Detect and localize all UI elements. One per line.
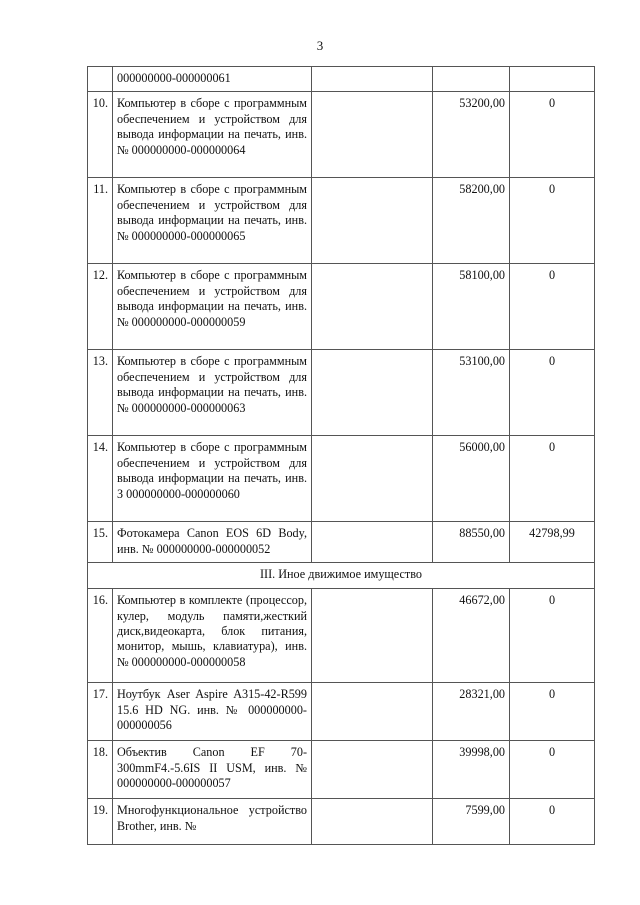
residual-cell: 0 [510, 683, 595, 741]
row-number-cell [88, 67, 113, 92]
table-row [88, 683, 595, 741]
cost-cell: 39998,00 [433, 741, 510, 799]
cost-cell: 58100,00 [433, 264, 510, 350]
residual-cell: 0 [510, 799, 595, 845]
asset-name-cell: Компьютер в сборе с программным обеспечением и устройством для вывода информации на печать, инв. № 000000000-000000059 [113, 264, 312, 350]
row-number-cell: 12. [88, 264, 113, 350]
cost-cell [433, 67, 510, 92]
empty-cell [312, 178, 433, 264]
row-number-cell: 17. [88, 683, 113, 741]
table-row [88, 264, 595, 350]
asset-name-cell: Компьютер в сборе с программным обеспечением и устройством для вывода информации на печать, инв. № 000000000-000000065 [113, 178, 312, 264]
table-row [88, 350, 595, 436]
cost-cell: 7599,00 [433, 799, 510, 845]
empty-cell [312, 683, 433, 741]
section-row [88, 563, 595, 589]
residual-cell: 42798,99 [510, 522, 595, 563]
asset-name-cell: Объектив Canon EF 70-300mmF4.-5.6IS II USM, инв. № 000000000-000000057 [113, 741, 312, 799]
table-row [88, 522, 595, 563]
table-row [88, 799, 595, 845]
cost-cell: 58200,00 [433, 178, 510, 264]
residual-cell: 0 [510, 264, 595, 350]
empty-cell [312, 522, 433, 563]
asset-name-cell: Компьютер в сборе с программным обеспечением и устройством для вывода информации на печать, инв. № 000000000-000000063 [113, 350, 312, 436]
residual-cell: 0 [510, 178, 595, 264]
residual-cell: 0 [510, 589, 595, 683]
table-row [88, 178, 595, 264]
asset-name-cell: Компьютер в сборе с программным обеспечением и устройством для вывода информации на печать, инв. З 000000000-000000060 [113, 436, 312, 522]
row-number-cell: 14. [88, 436, 113, 522]
row-number-cell: 16. [88, 589, 113, 683]
asset-name-cell: Фотокамера Canon EOS 6D Body, инв. № 000000000-000000052 [113, 522, 312, 563]
asset-name-cell: 000000000-000000061 [113, 67, 312, 92]
residual-cell: 0 [510, 436, 595, 522]
empty-cell [312, 741, 433, 799]
asset-name-cell: Многофункциональное устройство Brother, инв. № [113, 799, 312, 845]
table-row [88, 67, 595, 92]
cost-cell: 53100,00 [433, 350, 510, 436]
section-title: III. Иное движимое имущество [88, 563, 595, 589]
cost-cell: 53200,00 [433, 92, 510, 178]
asset-rows-group [88, 589, 595, 845]
row-number-cell: 11. [88, 178, 113, 264]
asset-table [87, 66, 595, 845]
empty-cell [312, 67, 433, 92]
residual-cell: 0 [510, 92, 595, 178]
asset-name-cell: Ноутбук Aser Aspire A315-42-R599 15.6 HD NG. инв. № 000000000-000000056 [113, 683, 312, 741]
table-row [88, 589, 595, 683]
table-row [88, 436, 595, 522]
row-number-cell: 10. [88, 92, 113, 178]
cost-cell: 46672,00 [433, 589, 510, 683]
asset-name-cell: Компьютер в комплекте (процессор, кулер, модуль памяти,жесткий диск,видеокарта, блок питания, монитор, мышь, клавиатура), инв. № 000000000-000000058 [113, 589, 312, 683]
residual-cell [510, 67, 595, 92]
empty-cell [312, 350, 433, 436]
row-number-cell: 13. [88, 350, 113, 436]
cost-cell: 56000,00 [433, 436, 510, 522]
residual-cell: 0 [510, 350, 595, 436]
row-number-cell: 19. [88, 799, 113, 845]
row-number-cell: 15. [88, 522, 113, 563]
page-number: 3 [316, 38, 324, 53]
empty-cell [312, 589, 433, 683]
empty-cell [312, 799, 433, 845]
cost-cell: 88550,00 [433, 522, 510, 563]
asset-table-body [88, 67, 595, 92]
empty-cell [312, 92, 433, 178]
residual-cell: 0 [510, 741, 595, 799]
empty-cell [312, 436, 433, 522]
asset-rows-group [88, 92, 595, 563]
cost-cell: 28321,00 [433, 683, 510, 741]
table-row [88, 741, 595, 799]
empty-cell [312, 264, 433, 350]
table-row [88, 92, 595, 178]
section-group [88, 563, 595, 589]
asset-name-cell: Компьютер в сборе с программным обеспечением и устройством для вывода информации на печать, инв. № 000000000-000000064 [113, 92, 312, 178]
row-number-cell: 18. [88, 741, 113, 799]
